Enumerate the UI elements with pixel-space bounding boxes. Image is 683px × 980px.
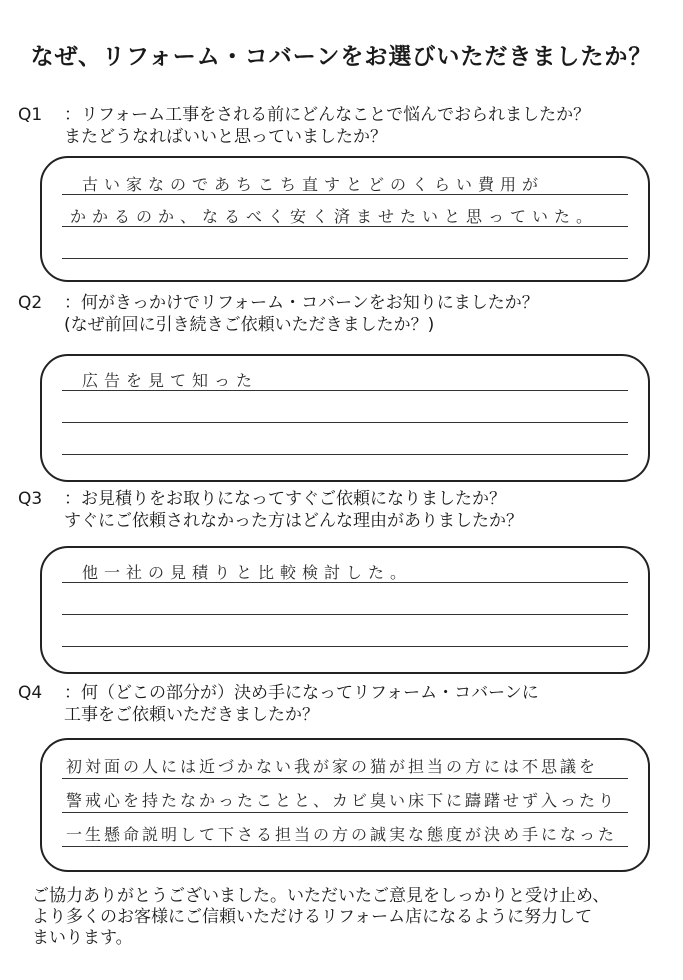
footer-line: より多くのお客様にご信頼いただけるリフォーム店になるように努力して bbox=[32, 907, 593, 927]
survey-title: なぜ、リフォーム・コバーンをお選びいただきましたか？ bbox=[30, 44, 653, 70]
handwritten-answer-line: 他一社の見積りと比較検討した。 bbox=[82, 563, 413, 582]
answer-rule bbox=[62, 646, 628, 647]
question-number: Q4 bbox=[18, 683, 43, 703]
question-text-line: すぐにご依頼されなかった方はどんな理由がありましたか？ bbox=[64, 511, 523, 531]
question-text-line: 工事をご依頼いただきましたか？ bbox=[64, 705, 319, 725]
handwritten-answer-line: 初対面の人には近づかない我が家の猫が担当の方には不思議を bbox=[66, 757, 599, 776]
answer-box-1 bbox=[40, 156, 650, 282]
question-number: Q3 bbox=[18, 489, 43, 509]
footer-line: ご協力ありがとうございました。いただいたご意見をしっかりと受け止め、 bbox=[32, 886, 610, 906]
answer-rule bbox=[62, 812, 628, 813]
question-2 bbox=[18, 292, 539, 336]
question-text-line: またどうなればいいと思っていましたか？ bbox=[64, 127, 387, 147]
thank-you-footer bbox=[32, 886, 662, 949]
handwritten-answer-line: 一生懸命説明して下さる担当の方の誠実な態度が決め手になった bbox=[66, 825, 618, 844]
question-4 bbox=[18, 682, 539, 726]
answer-box-4 bbox=[40, 738, 650, 872]
question-text-line: ：何がきっかけでリフォーム・コバーンをお知りにましたか？ bbox=[64, 293, 539, 313]
answer-box-3 bbox=[40, 546, 650, 674]
question-text-line: ：リフォーム工事をされる前にどんなことで悩んでおられましたか？ bbox=[64, 105, 591, 125]
footer-line: まいります。 bbox=[32, 928, 133, 948]
answer-rule bbox=[62, 778, 628, 779]
answer-rule bbox=[62, 454, 628, 455]
answer-box-2 bbox=[40, 354, 650, 482]
question-number: Q1 bbox=[18, 105, 43, 125]
answer-rule bbox=[62, 258, 628, 259]
handwritten-answer-line: 古い家なのであちこち直すとどのくらい費用が bbox=[82, 175, 545, 194]
answer-rule bbox=[62, 422, 628, 423]
handwritten-answer-line: かかるのか、なるべく安く済ませたいと思っていた。 bbox=[70, 207, 599, 226]
question-number: Q2 bbox=[18, 293, 43, 313]
answer-rule bbox=[62, 614, 628, 615]
question-3 bbox=[18, 488, 523, 532]
question-text-line: ：何（どこの部分が）決め手になってリフォーム・コバーンに bbox=[64, 683, 539, 703]
handwritten-answer-line: 警戒心を持たなかったことと、カビ臭い床下に躊躇せず入ったり bbox=[66, 791, 618, 810]
question-text-line: ：お見積りをお取りになってすぐご依頼になりましたか？ bbox=[64, 489, 506, 509]
question-1 bbox=[18, 104, 590, 148]
handwritten-answer-line: 広告を見て知った bbox=[82, 371, 259, 390]
question-text-line: (なぜ前回に引き続きご依頼いただきましたか？) bbox=[64, 315, 435, 335]
answer-rule bbox=[62, 846, 628, 847]
